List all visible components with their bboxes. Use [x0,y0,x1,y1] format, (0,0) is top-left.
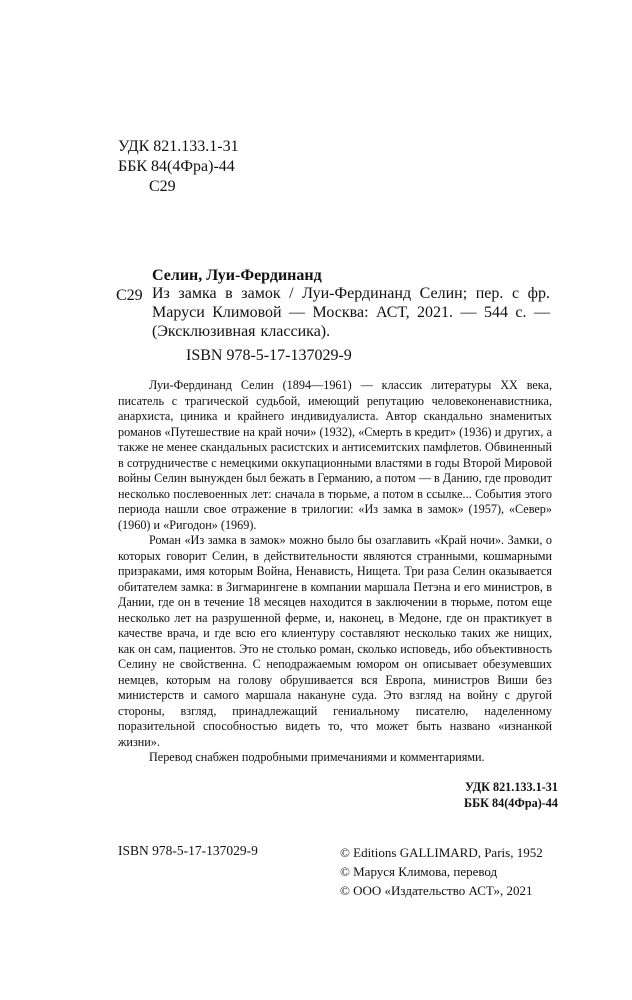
isbn-bottom: ISBN 978-5-17-137029-9 [118,843,258,858]
copyright-line: © Editions GALLIMARD, Paris, 1952 [340,845,543,860]
annotation-paragraph: Роман «Из замка в замок» можно было бы озаглавить «Край ночи». Замки, о которых говорит Селин, в действительности являются странными, кошмарными призраками, имя которым Война, Ненависть, Нищета. Три раза Селин оказывается обитателем замка: в Зигмарингене в компании маршала Петэна и его министров, в Дании, где он в течение 18 месяцев находится в заключении в тюрьме, потом еще несколько лет на разрушенной ферме, и, наконец, в Медоне, где он практикует в качестве врача, и где всю его клиентуру составляют несколько таких же нищих, как он сам, пациентов. Это не столько роман, сколько исповедь, ибо объективность Селину не свойственна. С неподражаемым юмором он описывает обезумевших немцев, которым на голову обрушивается вся Европа, министров Виши без министерств и самого маршала накануне суда. Это взгляд на войну с другой стороны, взгляд, принадлежащий гениальному писателю, наделенному поразительной способностью видеть то, что может быть названо «изнанкой жизни». [118,533,552,749]
udk-code: УДК 821.133.1-31 [118,138,239,155]
author-heading: Селин, Луи-Фердинанд [152,267,322,284]
copyright-block [340,843,543,900]
annotation-paragraph: Перевод снабжен подробными примечаниями и комментариями. [149,750,485,764]
annotation-paragraph: Луи-Фердинанд Селин (1894—1961) — классик литературы XX века, писатель с трагической судьбой, имеющий репутацию человеконенавистника, анархиста, циника и крайнего индивидуалиста. Автор скандально знаменитых романов «Путешествие на край ночи» (1932), «Смерть в кредит» (1936) и других, а также не менее скандальных расистских и антисемитских памфлетов. Обвиненный в сотрудничестве с немецкими оккупационными властями в годы Второй Мировой войны Селин вынужден был бежать в Германию, а потом — в Данию, где проводит несколько послевоенных лет: сначала в тюрьме, а потом в ссылке... События этого периода нашли свое отражение в трилогии: «Из замка в замок» (1957), «Север» (1960) и «Ригодон» (1969). [118,378,552,532]
annotation [118,378,552,766]
bibliographic-entry: Из замка в замок / Луи-Фердинанд Селин; пер. с фр. Маруси Климовой — Москва: АСТ, 2021. — 544 с. — (Эксклюзивная классика). [152,285,550,340]
udk-code-bottom: УДК 821.133.1-31 [465,780,558,794]
margin-author-mark: С29 [116,287,143,304]
author-mark: С29 [149,178,176,195]
bbk-code-bottom: ББК 84(4Фра)-44 [464,796,558,810]
udk-block [118,137,239,197]
udk-block-bottom [380,779,558,811]
copyright-line: © ООО «Издательство АСТ», 2021 [340,883,533,898]
copyright-line: © Маруся Климова, перевод [340,864,498,879]
bbk-code: ББК 84(4Фра)-44 [118,158,235,175]
isbn: ISBN 978-5-17-137029-9 [186,347,352,364]
